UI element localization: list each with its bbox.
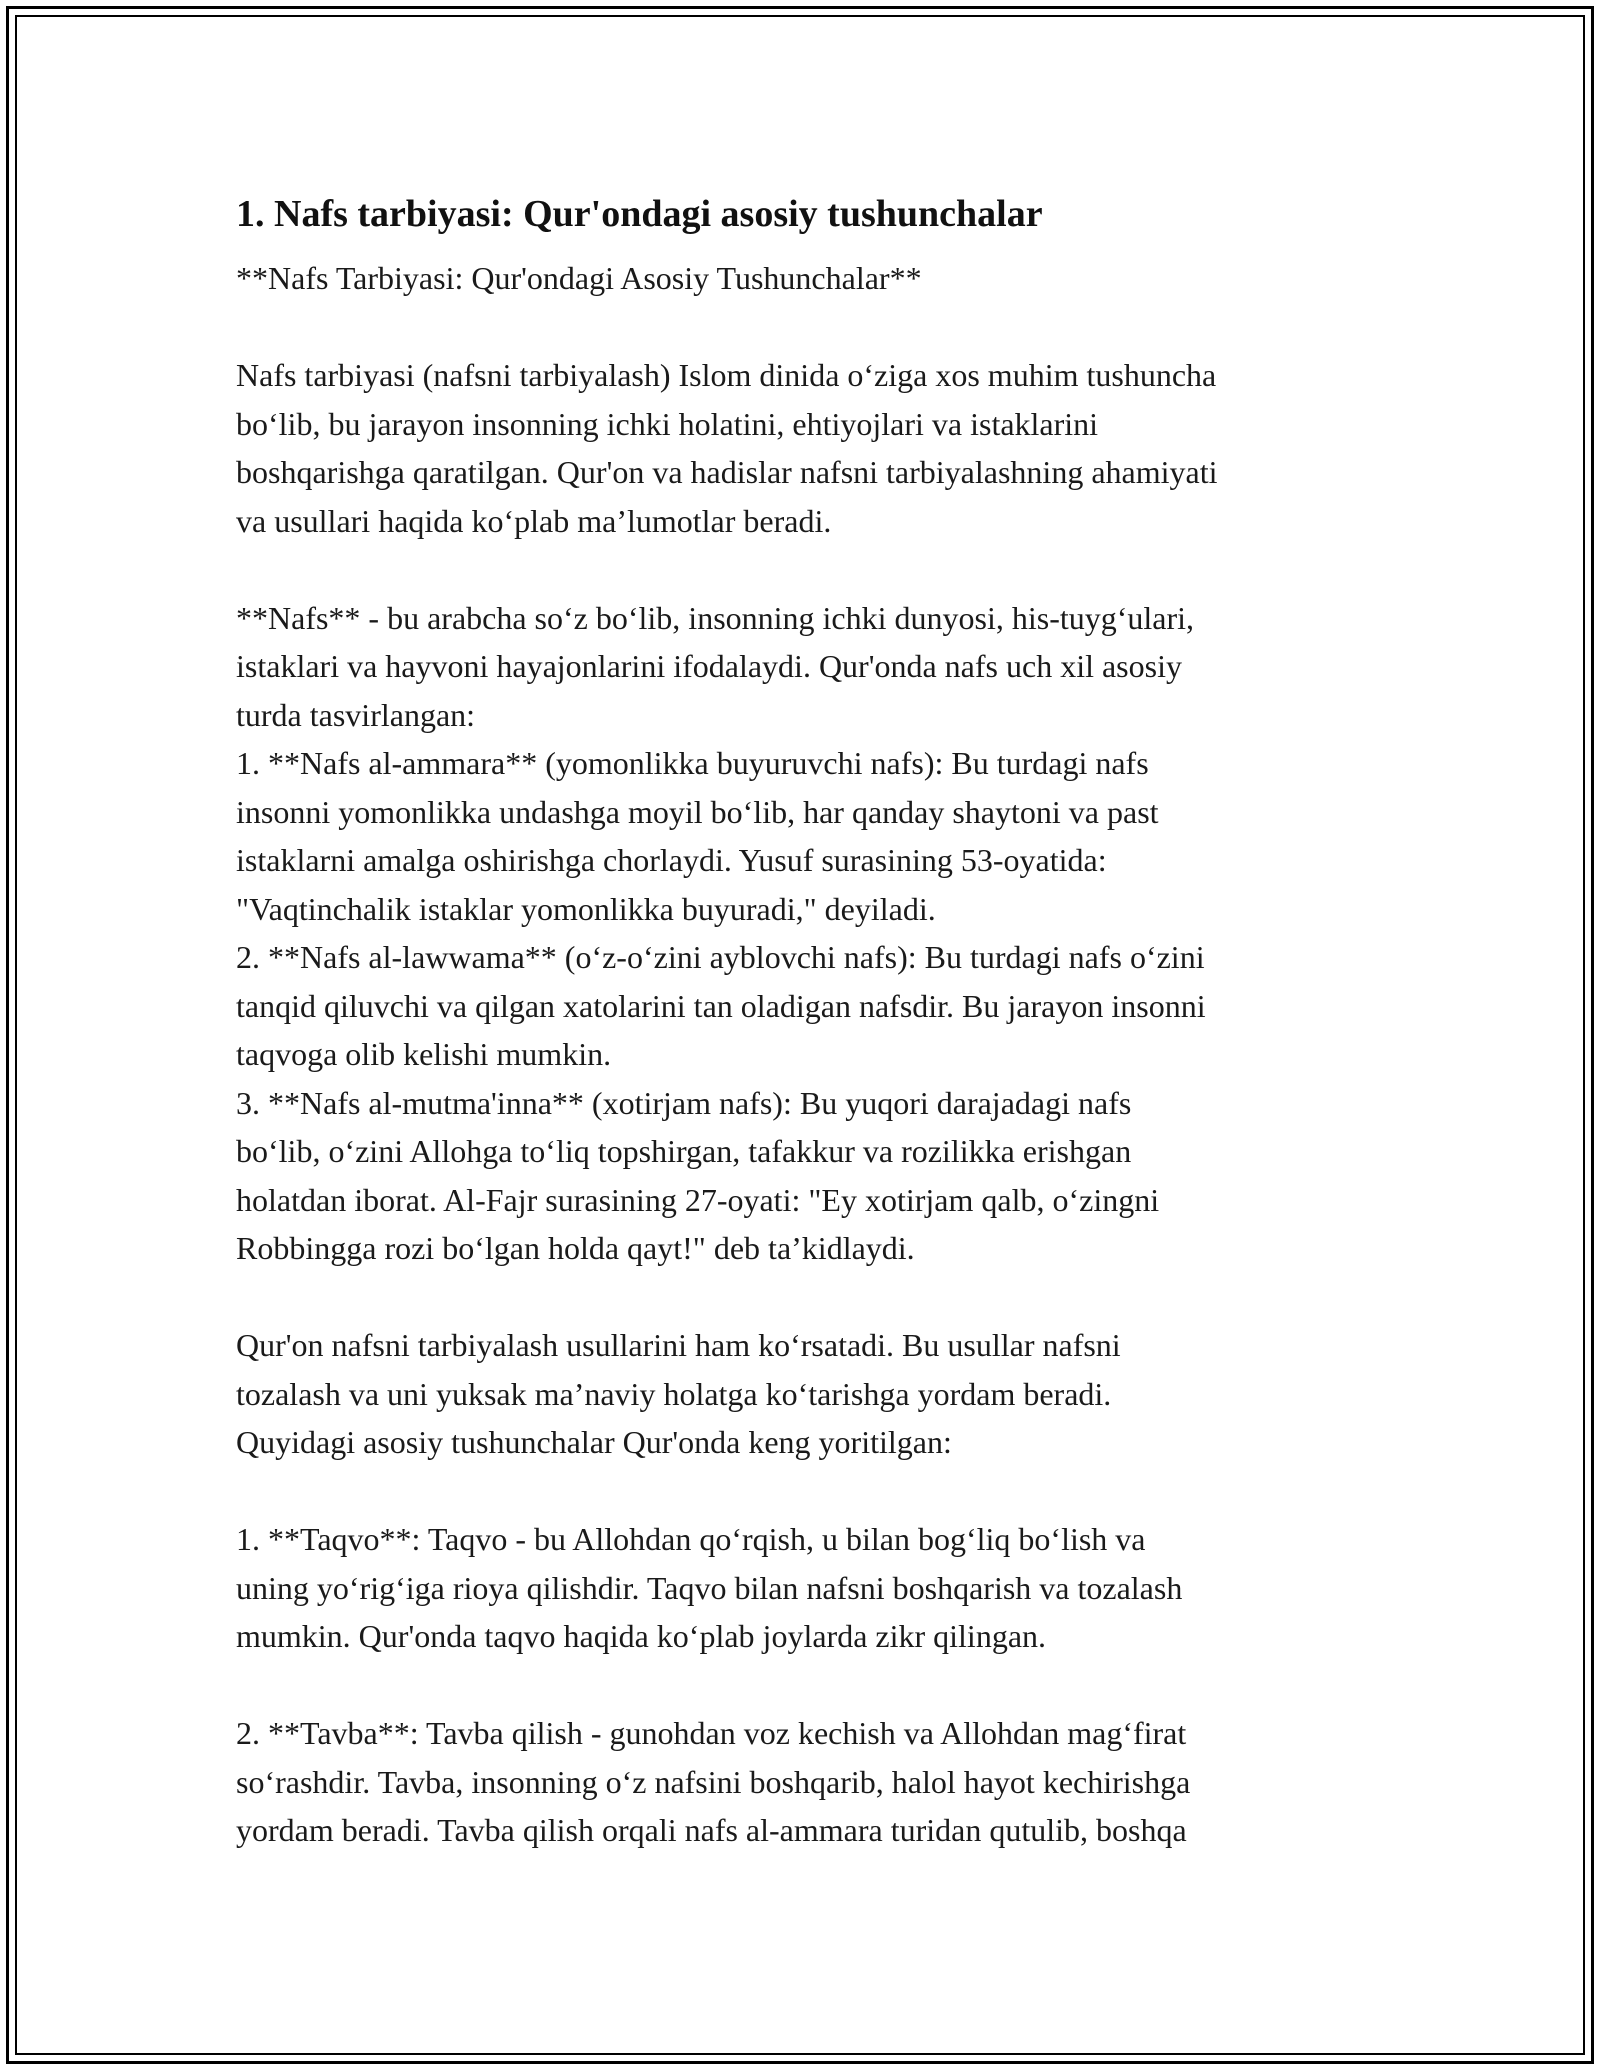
text-line: insonni yomonlikka undashga moyil bo‘lib, har qanday shaytoni va past [236,793,1159,830]
text-line: yordam beradi. Tavba qilish orqali nafs al-ammara turidan qutulib, boshqa [236,1812,1187,1848]
text-line: **Nafs** - bu arabcha so‘z bo‘lib, insonning ichki dunyosi, his-tuyg‘ulari, [236,599,1195,636]
blank-line [236,303,1376,352]
blank-line [236,1661,1376,1710]
text-line: uning yo‘rig‘iga rioya qilishdir. Taqvo bilan nafsni boshqarish va tozalash [236,1569,1183,1606]
text-line: bo‘lib, o‘zini Allohga to‘liq topshirgan, tafakkur va rozilikka erishgan [236,1133,1132,1169]
document-body [236,188,1376,1855]
text-line: taqvoga olib kelishi mumkin. [236,1036,612,1072]
text-line: holatdan iborat. Al-Fajr surasining 27-oyati: "Ey xotirjam qalb, o‘zingni [236,1181,1160,1218]
text-line: istaklarni amalga oshirishga chorlaydi. Yusuf surasining 53-oyatida: [236,842,1107,878]
blank-line [236,1273,1376,1322]
text-line: Quyidagi asosiy tushunchalar Qur'onda keng yoritilgan: [236,1424,952,1460]
text-line: istaklari va hayvoni hayajonlarini ifodalaydi. Qur'onda nafs uch xil asosiy [236,648,1182,684]
text-line: so‘rashdir. Tavba, insonning o‘z nafsini boshqarib, halol hayot kechirishga [236,1763,1191,1800]
text-line: Nafs tarbiyasi (nafsni tarbiyalash) Islom dinida o‘ziga xos muhim tushuncha [236,357,1217,393]
text-line: 2. **Tavba**: Tavba qilish - gunohdan voz kechish va Allohdan mag‘firat [236,1715,1187,1751]
document-text [236,254,1376,1855]
text-line: 3. **Nafs al-mutma'inna** (xotirjam nafs): Bu yuqori darajadagi nafs [236,1084,1132,1121]
text-line: 1. **Taqvo**: Taqvo - bu Allohdan qo‘rqish, u bilan bog‘liq bo‘lish va [236,1521,1146,1557]
text-line: bo‘lib, bu jarayon insonning ichki holatini, ehtiyojlari va istaklarini [236,405,1099,442]
text-line: Robbingga rozi bo‘lgan holda qayt!" deb ta’kidlaydi. [236,1230,915,1266]
text-line: Qur'on nafsni tarbiyalash usullarini ham ko‘rsatadi. Bu usullar nafsni [236,1327,1121,1363]
text-line: tanqid qiluvchi va qilgan xatolarini tan oladigan nafsdir. Bu jarayon insonni [236,987,1206,1024]
text-line: tozalash va uni yuksak ma’naviy holatga ko‘tarishga yordam beradi. [236,1375,1112,1412]
text-line: **Nafs Tarbiyasi: Qur'ondagi Asosiy Tushunchalar** [236,260,922,296]
text-line: turda tasvirlangan: [236,696,476,733]
text-line: va usullari haqida ko‘plab ma’lumotlar beradi. [236,502,832,539]
text-line: mumkin. Qur'onda taqvo haqida ko‘plab joylarda zikr qilingan. [236,1618,1047,1654]
text-line: 1. **Nafs al-ammara** (yomonlikka buyuruvchi nafs): Bu turdagi nafs [236,745,1149,781]
text-line: 2. **Nafs al-lawwama** (o‘z-o‘zini ayblovchi nafs): Bu turdagi nafs o‘zini [236,939,1205,975]
text-line: "Vaqtinchalik istaklar yomonlikka buyuradi," deyiladi. [236,890,936,927]
document-title: 1. Nafs tarbiyasi: Qur'ondagi asosiy tushunchalar [236,193,1043,235]
blank-line [236,1467,1376,1516]
blank-line [236,545,1376,594]
text-line: boshqarishga qaratilgan. Qur'on va hadislar nafsni tarbiyalashning ahamiyati [236,454,1218,490]
